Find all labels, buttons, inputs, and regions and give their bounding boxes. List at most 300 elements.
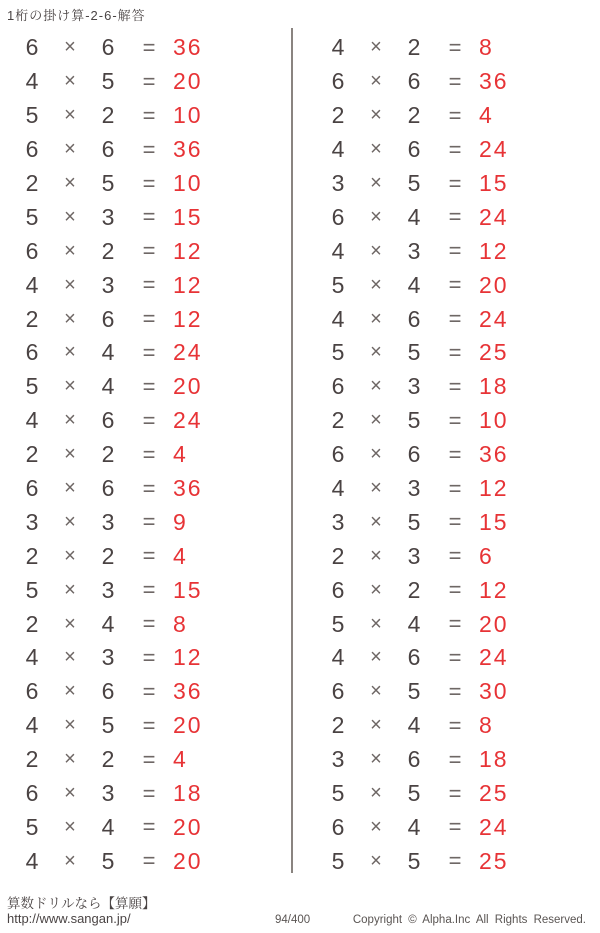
operand-1: 3 — [331, 746, 345, 773]
answer-value: 20 — [173, 373, 203, 400]
operand-2: 5 — [101, 68, 115, 95]
answer-value: 12 — [173, 237, 203, 264]
operand-1: 4 — [25, 271, 39, 298]
multiply-sign: × — [64, 849, 76, 872]
equation-row — [12, 505, 284, 539]
operand-1: 5 — [25, 373, 39, 400]
operand-2: 6 — [101, 475, 115, 502]
equals-sign: = — [448, 238, 462, 264]
operand-1: 5 — [25, 203, 39, 230]
equals-sign: = — [448, 339, 462, 365]
operand-1: 6 — [25, 339, 39, 366]
operand-1: 4 — [331, 644, 345, 671]
multiply-sign: × — [370, 341, 382, 364]
column-divider — [291, 28, 293, 873]
equation-row — [12, 539, 284, 573]
operand-1: 6 — [331, 678, 345, 705]
answer-value: 25 — [479, 339, 509, 366]
equals-sign: = — [142, 306, 156, 332]
answer-value: 18 — [479, 746, 509, 773]
equals-sign: = — [448, 543, 462, 569]
multiply-sign: × — [64, 748, 76, 771]
equals-sign: = — [448, 509, 462, 535]
equals-sign: = — [448, 712, 462, 738]
equals-sign: = — [142, 339, 156, 365]
equation-row — [12, 200, 284, 234]
answer-value: 20 — [479, 271, 509, 298]
multiply-sign: × — [64, 646, 76, 669]
multiply-sign: × — [64, 104, 76, 127]
multiply-sign: × — [370, 612, 382, 635]
equals-sign: = — [448, 34, 462, 60]
operand-2: 5 — [407, 339, 421, 366]
answer-value: 20 — [173, 712, 203, 739]
multiply-sign: × — [370, 782, 382, 805]
equation-row — [318, 99, 590, 133]
operand-1: 6 — [25, 678, 39, 705]
equation-row — [12, 99, 284, 133]
multiply-sign: × — [370, 172, 382, 194]
operand-2: 5 — [101, 170, 115, 196]
equals-sign: = — [142, 780, 156, 806]
operand-1: 6 — [25, 136, 39, 163]
operand-1: 2 — [331, 407, 345, 434]
multiply-sign: × — [370, 510, 382, 533]
problems-column-right — [318, 31, 590, 878]
operand-1: 4 — [25, 68, 39, 95]
equals-sign: = — [448, 102, 462, 128]
multiply-sign: × — [64, 70, 76, 93]
operand-1: 4 — [331, 136, 345, 163]
equation-row — [12, 336, 284, 370]
multiply-sign: × — [370, 680, 382, 703]
multiply-sign: × — [64, 510, 76, 533]
answer-value: 24 — [479, 203, 509, 230]
equals-sign: = — [448, 848, 462, 874]
multiply-sign: × — [370, 205, 382, 228]
equation-row — [318, 234, 590, 268]
equation-row — [12, 743, 284, 777]
multiply-sign: × — [64, 782, 76, 805]
equation-row — [12, 472, 284, 506]
equation-row — [12, 302, 284, 336]
equation-row — [318, 743, 590, 777]
answer-value: 24 — [479, 136, 509, 163]
operand-1: 6 — [25, 237, 39, 264]
equation-row — [318, 607, 590, 641]
operand-1: 6 — [331, 813, 345, 840]
operand-2: 4 — [407, 813, 421, 840]
equation-row — [12, 810, 284, 844]
equation-row — [318, 573, 590, 607]
equation-row — [318, 65, 590, 99]
equals-sign: = — [142, 611, 156, 637]
answer-value: 36 — [479, 441, 509, 468]
operand-1: 6 — [331, 576, 345, 603]
answer-value: 36 — [173, 34, 203, 61]
equation-row — [12, 65, 284, 99]
multiply-sign: × — [64, 714, 76, 737]
answer-value: 20 — [173, 68, 203, 95]
operand-1: 2 — [331, 542, 345, 569]
equals-sign: = — [142, 712, 156, 738]
answer-value: 36 — [173, 136, 203, 163]
operand-2: 3 — [407, 475, 421, 502]
answer-value: 20 — [173, 813, 203, 840]
operand-2: 4 — [407, 203, 421, 230]
answer-value: 15 — [479, 170, 509, 196]
equation-row — [318, 810, 590, 844]
operand-1: 5 — [331, 271, 345, 298]
answer-value: 24 — [173, 407, 203, 434]
answer-value: 25 — [479, 780, 509, 807]
equals-sign: = — [448, 441, 462, 467]
operand-2: 3 — [101, 271, 115, 298]
multiply-sign: × — [64, 307, 76, 330]
equals-sign: = — [142, 746, 156, 772]
equals-sign: = — [142, 136, 156, 162]
equals-sign: = — [448, 136, 462, 162]
operand-2: 3 — [101, 508, 115, 535]
equals-sign: = — [142, 543, 156, 569]
multiply-sign: × — [370, 104, 382, 127]
equation-row — [318, 31, 590, 65]
multiply-sign: × — [370, 714, 382, 737]
operand-1: 5 — [25, 102, 39, 129]
answer-value: 8 — [479, 712, 494, 739]
answer-value: 4 — [173, 542, 188, 569]
equals-sign: = — [448, 204, 462, 230]
operand-1: 3 — [331, 508, 345, 535]
operand-1: 6 — [331, 373, 345, 400]
equals-sign: = — [448, 306, 462, 332]
operand-2: 5 — [101, 847, 115, 874]
answer-value: 12 — [173, 644, 203, 671]
operand-2: 6 — [101, 407, 115, 434]
multiply-sign: × — [370, 544, 382, 567]
equals-sign: = — [448, 170, 462, 196]
equals-sign: = — [448, 780, 462, 806]
answer-value: 10 — [173, 170, 203, 196]
answer-value: 10 — [173, 102, 203, 129]
equals-sign: = — [142, 34, 156, 60]
equation-row — [12, 573, 284, 607]
operand-2: 6 — [407, 305, 421, 332]
equals-sign: = — [142, 644, 156, 670]
operand-2: 2 — [407, 576, 421, 603]
answer-value: 30 — [479, 678, 509, 705]
operand-1: 2 — [25, 305, 39, 332]
multiply-sign: × — [370, 375, 382, 398]
equation-row — [318, 336, 590, 370]
operand-1: 4 — [331, 475, 345, 502]
answer-value: 8 — [479, 34, 494, 61]
operand-2: 6 — [101, 136, 115, 163]
multiply-sign: × — [370, 748, 382, 771]
equation-row — [12, 268, 284, 302]
answer-value: 20 — [479, 610, 509, 637]
operand-1: 2 — [331, 102, 345, 129]
equals-sign: = — [448, 611, 462, 637]
equation-row — [12, 844, 284, 878]
operand-2: 3 — [407, 237, 421, 264]
multiply-sign: × — [370, 70, 382, 93]
equals-sign: = — [448, 814, 462, 840]
equals-sign: = — [142, 577, 156, 603]
multiply-sign: × — [370, 578, 382, 601]
equation-row — [318, 370, 590, 404]
operand-2: 5 — [407, 780, 421, 807]
equation-row — [318, 302, 590, 336]
multiply-sign: × — [64, 477, 76, 500]
multiply-sign: × — [64, 341, 76, 364]
equals-sign: = — [448, 373, 462, 399]
multiply-sign: × — [370, 849, 382, 872]
operand-1: 4 — [25, 847, 39, 874]
equation-row — [12, 607, 284, 641]
operand-1: 6 — [25, 34, 39, 61]
equation-row — [12, 404, 284, 438]
operand-2: 3 — [101, 576, 115, 603]
answer-value: 36 — [173, 678, 203, 705]
operand-2: 4 — [101, 813, 115, 840]
multiply-sign: × — [64, 815, 76, 838]
equation-row — [12, 234, 284, 268]
operand-2: 3 — [407, 373, 421, 400]
operand-1: 2 — [331, 712, 345, 739]
equals-sign: = — [142, 68, 156, 94]
equals-sign: = — [448, 407, 462, 433]
operand-2: 6 — [407, 644, 421, 671]
answer-value: 15 — [479, 508, 509, 535]
answer-value: 10 — [479, 407, 509, 434]
answer-value: 8 — [173, 610, 188, 637]
operand-2: 2 — [407, 34, 421, 61]
operand-2: 2 — [101, 441, 115, 468]
operand-1: 5 — [331, 339, 345, 366]
answer-value: 18 — [479, 373, 509, 400]
multiply-sign: × — [370, 273, 382, 296]
equation-row — [318, 777, 590, 811]
equals-sign: = — [142, 848, 156, 874]
answer-value: 12 — [173, 305, 203, 332]
equation-row — [318, 505, 590, 539]
equals-sign: = — [142, 272, 156, 298]
equation-row — [318, 641, 590, 675]
operand-1: 5 — [331, 847, 345, 874]
equation-row — [12, 133, 284, 167]
multiply-sign: × — [64, 612, 76, 635]
equals-sign: = — [142, 678, 156, 704]
operand-2: 4 — [407, 712, 421, 739]
equation-row — [318, 844, 590, 878]
operand-1: 6 — [331, 203, 345, 230]
equals-sign: = — [448, 475, 462, 501]
operand-1: 2 — [25, 441, 39, 468]
footer-site-name: 算数ドリルなら【算願】 — [7, 896, 156, 911]
operand-1: 4 — [331, 237, 345, 264]
operand-1: 5 — [331, 780, 345, 807]
operand-2: 2 — [101, 237, 115, 264]
answer-value: 12 — [479, 475, 509, 502]
operand-2: 4 — [407, 271, 421, 298]
answer-value: 24 — [173, 339, 203, 366]
operand-1: 4 — [25, 712, 39, 739]
operand-2: 2 — [101, 746, 115, 773]
operand-2: 4 — [101, 339, 115, 366]
equals-sign: = — [142, 509, 156, 535]
answer-value: 24 — [479, 644, 509, 671]
equation-row — [318, 438, 590, 472]
answer-value: 18 — [173, 780, 203, 807]
equation-row — [318, 472, 590, 506]
answer-value: 15 — [173, 576, 203, 603]
answer-value: 12 — [479, 237, 509, 264]
answer-value: 25 — [479, 847, 509, 874]
operand-2: 4 — [101, 610, 115, 637]
operand-2: 2 — [101, 542, 115, 569]
multiply-sign: × — [64, 239, 76, 262]
equals-sign: = — [142, 102, 156, 128]
operand-2: 2 — [101, 102, 115, 129]
multiply-sign: × — [370, 815, 382, 838]
operand-2: 6 — [407, 136, 421, 163]
operand-1: 5 — [25, 813, 39, 840]
operand-1: 2 — [25, 542, 39, 569]
answer-value: 4 — [479, 102, 494, 129]
operand-1: 5 — [25, 576, 39, 603]
answer-value: 4 — [173, 746, 188, 773]
operand-2: 4 — [101, 373, 115, 400]
answer-value: 6 — [479, 542, 494, 569]
multiply-sign: × — [370, 239, 382, 262]
operand-2: 5 — [407, 508, 421, 535]
operand-1: 4 — [25, 407, 39, 434]
operand-1: 5 — [331, 610, 345, 637]
multiply-sign: × — [64, 205, 76, 228]
answer-value: 36 — [173, 475, 203, 502]
multiply-sign: × — [370, 307, 382, 330]
equation-row — [12, 167, 284, 201]
equals-sign: = — [142, 475, 156, 501]
operand-2: 5 — [101, 712, 115, 739]
operand-2: 5 — [407, 678, 421, 705]
operand-1: 4 — [331, 34, 345, 61]
operand-1: 3 — [331, 170, 345, 196]
equation-row — [318, 167, 590, 201]
operand-2: 5 — [407, 407, 421, 434]
equals-sign: = — [142, 407, 156, 433]
answer-value: 12 — [173, 271, 203, 298]
equation-row — [318, 404, 590, 438]
answer-value: 12 — [479, 576, 509, 603]
multiply-sign: × — [64, 36, 76, 59]
answer-value: 36 — [479, 68, 509, 95]
operand-2: 6 — [407, 68, 421, 95]
operand-2: 3 — [101, 780, 115, 807]
equals-sign: = — [142, 814, 156, 840]
operand-2: 2 — [407, 102, 421, 129]
multiply-sign: × — [64, 172, 76, 194]
multiply-sign: × — [370, 477, 382, 500]
answer-value: 24 — [479, 813, 509, 840]
multiply-sign: × — [64, 273, 76, 296]
copyright-text: Copyright © Alpha.Inc All Rights Reserved. — [352, 914, 586, 926]
operand-2: 6 — [407, 441, 421, 468]
equation-row — [12, 370, 284, 404]
multiply-sign: × — [64, 544, 76, 567]
operand-1: 2 — [25, 170, 39, 196]
operand-2: 6 — [101, 678, 115, 705]
equals-sign: = — [142, 170, 156, 196]
answer-value: 15 — [173, 203, 203, 230]
operand-2: 3 — [407, 542, 421, 569]
multiply-sign: × — [370, 646, 382, 669]
operand-2: 4 — [407, 610, 421, 637]
multiply-sign: × — [370, 443, 382, 466]
page-number: 94/400 — [275, 914, 311, 926]
multiply-sign: × — [64, 578, 76, 601]
multiply-sign: × — [64, 680, 76, 703]
multiply-sign: × — [64, 138, 76, 161]
multiply-sign: × — [370, 36, 382, 59]
operand-1: 4 — [25, 644, 39, 671]
equation-row — [12, 675, 284, 709]
multiply-sign: × — [64, 375, 76, 398]
equals-sign: = — [448, 678, 462, 704]
multiply-sign: × — [370, 138, 382, 161]
operand-2: 3 — [101, 644, 115, 671]
operand-2: 6 — [101, 34, 115, 61]
equals-sign: = — [448, 577, 462, 603]
multiply-sign: × — [370, 409, 382, 432]
multiply-sign: × — [64, 443, 76, 466]
equation-row — [12, 641, 284, 675]
answer-value: 9 — [173, 508, 188, 535]
equals-sign: = — [142, 204, 156, 230]
operand-1: 6 — [331, 441, 345, 468]
operand-2: 5 — [407, 847, 421, 874]
equation-row — [318, 675, 590, 709]
operand-1: 3 — [25, 508, 39, 535]
footer-site-url: http://www.sangan.jp/ — [7, 911, 131, 926]
equation-row — [12, 438, 284, 472]
operand-1: 6 — [331, 68, 345, 95]
answer-value: 24 — [479, 305, 509, 332]
equals-sign: = — [142, 373, 156, 399]
operand-2: 6 — [407, 746, 421, 773]
equation-row — [318, 133, 590, 167]
answer-value: 4 — [173, 441, 188, 468]
equation-row — [12, 777, 284, 811]
equals-sign: = — [448, 644, 462, 670]
page-title: 1桁の掛け算-2-6-解答 — [7, 8, 146, 23]
operand-1: 6 — [25, 475, 39, 502]
multiply-sign: × — [64, 409, 76, 432]
equation-row — [318, 268, 590, 302]
operand-1: 4 — [331, 305, 345, 332]
equals-sign: = — [448, 746, 462, 772]
equation-row — [12, 709, 284, 743]
operand-1: 6 — [25, 780, 39, 807]
equation-row — [12, 31, 284, 65]
equation-row — [318, 539, 590, 573]
equation-row — [318, 709, 590, 743]
equals-sign: = — [448, 68, 462, 94]
answer-value: 20 — [173, 847, 203, 874]
operand-1: 2 — [25, 746, 39, 773]
operand-2: 3 — [101, 203, 115, 230]
